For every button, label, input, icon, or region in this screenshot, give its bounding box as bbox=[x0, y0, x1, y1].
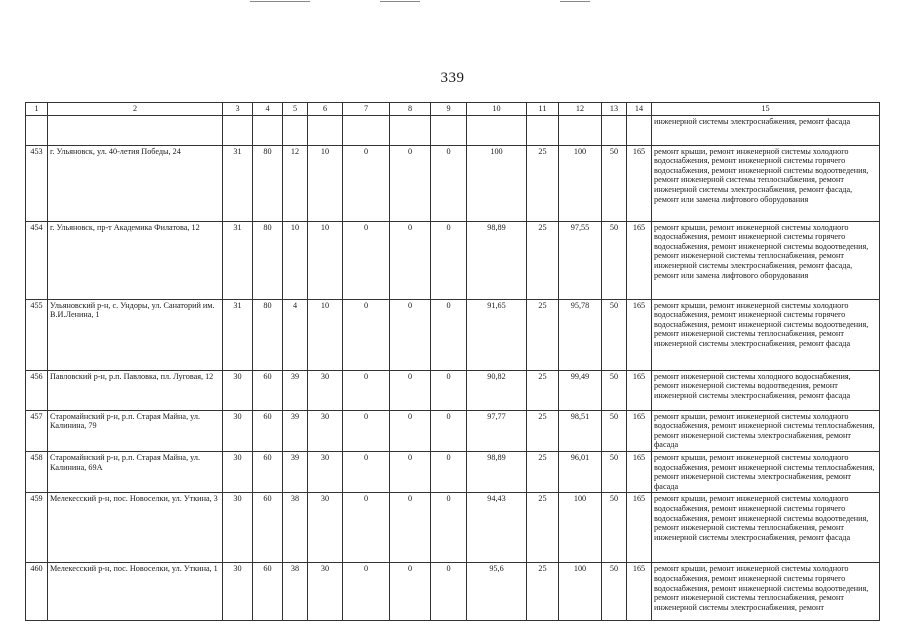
col14-cell: 165 bbox=[627, 370, 652, 410]
col5-cell: 10 bbox=[283, 221, 308, 299]
col3-cell: 31 bbox=[223, 299, 253, 370]
col11-cell: 25 bbox=[527, 451, 559, 492]
col7-cell: 0 bbox=[343, 451, 390, 492]
col8-cell: 0 bbox=[390, 563, 431, 621]
works-cell: ремонт крыши, ремонт инженерной системы холодного водоснабжения, ремонт инженерной системы горячего водоснабжения, ремонт инженерной системы водоотведения, ремонт инженерной системы теплоснабжения, ремонт инженерной системы электроснабжения, ремонт фасада bbox=[652, 493, 880, 563]
column-number-2: 2 bbox=[48, 103, 223, 116]
col11-cell: 25 bbox=[527, 563, 559, 621]
col3-cell: 30 bbox=[223, 493, 253, 563]
col12-cell: 99,49 bbox=[559, 370, 602, 410]
scan-artifact-top bbox=[380, 1, 420, 2]
col10-cell: 95,6 bbox=[467, 563, 527, 621]
col14-cell: 165 bbox=[627, 221, 652, 299]
column-number-14: 14 bbox=[627, 103, 652, 116]
works-cell: ремонт крыши, ремонт инженерной системы холодного водоснабжения, ремонт инженерной системы горячего водоснабжения, ремонт инженерной системы водоотведения, ремонт инженерной системы теплоснабжения, ремонт инженерной системы электроснабжения, ремонт фасада bbox=[652, 299, 880, 370]
col4-cell: 80 bbox=[253, 145, 283, 221]
col11-cell: 25 bbox=[527, 145, 559, 221]
continuation-row bbox=[26, 115, 880, 145]
column-number-row bbox=[26, 103, 880, 116]
column-number-4: 4 bbox=[253, 103, 283, 116]
col12-cell: 100 bbox=[559, 493, 602, 563]
col11-cell: 25 bbox=[527, 299, 559, 370]
col12-cell: 97,55 bbox=[559, 221, 602, 299]
col6-cell: 30 bbox=[308, 563, 343, 621]
works-cell: ремонт крыши, ремонт инженерной системы холодного водоснабжения, ремонт инженерной системы теплоснабжения, ремонт инженерной системы электроснабжения, ремонт фасада bbox=[652, 451, 880, 492]
table-row bbox=[26, 299, 880, 370]
col7-cell: 0 bbox=[343, 221, 390, 299]
col11-cell: 25 bbox=[527, 221, 559, 299]
row-number: 454 bbox=[26, 221, 48, 299]
works-cell: инженерной системы электроснабжения, ремонт фасада bbox=[652, 115, 880, 145]
works-cell: ремонт крыши, ремонт инженерной системы холодного водоснабжения, ремонт инженерной системы теплоснабжения, ремонт инженерной системы электроснабжения, ремонт фасада bbox=[652, 410, 880, 451]
col5-cell: 39 bbox=[283, 370, 308, 410]
address-cell: Мелекесский р-н, пос. Новоселки, ул. Уткина, 3 bbox=[48, 493, 223, 563]
col9-cell: 0 bbox=[431, 299, 467, 370]
col6-cell: 30 bbox=[308, 451, 343, 492]
col12-cell: 98,51 bbox=[559, 410, 602, 451]
col4-cell: 80 bbox=[253, 221, 283, 299]
col5-cell: 4 bbox=[283, 299, 308, 370]
col8-cell: 0 bbox=[390, 493, 431, 563]
col13-cell: 50 bbox=[602, 563, 627, 621]
row-number: 456 bbox=[26, 370, 48, 410]
table-row bbox=[26, 410, 880, 451]
col3-cell: 30 bbox=[223, 410, 253, 451]
col9-cell: 0 bbox=[431, 493, 467, 563]
col14-cell: 165 bbox=[627, 299, 652, 370]
col10-cell: 100 bbox=[467, 145, 527, 221]
col9-cell: 0 bbox=[431, 370, 467, 410]
col12-cell: 100 bbox=[559, 145, 602, 221]
col3-cell: 31 bbox=[223, 221, 253, 299]
col13-cell: 50 bbox=[602, 221, 627, 299]
col6-cell: 10 bbox=[308, 221, 343, 299]
col7-cell: 0 bbox=[343, 493, 390, 563]
col9-cell: 0 bbox=[431, 451, 467, 492]
scan-artifact-top bbox=[560, 1, 590, 2]
table-row bbox=[26, 145, 880, 221]
col11-cell: 25 bbox=[527, 410, 559, 451]
row-number: 460 bbox=[26, 563, 48, 621]
row-number: 455 bbox=[26, 299, 48, 370]
col14-cell: 165 bbox=[627, 493, 652, 563]
col3-cell: 30 bbox=[223, 370, 253, 410]
col6-cell: 10 bbox=[308, 299, 343, 370]
table-row bbox=[26, 451, 880, 492]
page-number: 339 bbox=[440, 70, 465, 86]
table-row bbox=[26, 493, 880, 563]
address-cell: г. Ульяновск, пр-т Академика Филатова, 12 bbox=[48, 221, 223, 299]
col6-cell: 30 bbox=[308, 370, 343, 410]
col10-cell: 90,82 bbox=[467, 370, 527, 410]
col3-cell: 30 bbox=[223, 451, 253, 492]
col8-cell: 0 bbox=[390, 145, 431, 221]
col11-cell: 25 bbox=[527, 493, 559, 563]
col3-cell: 30 bbox=[223, 563, 253, 621]
col4-cell: 60 bbox=[253, 370, 283, 410]
col13-cell: 50 bbox=[602, 299, 627, 370]
col11-cell: 25 bbox=[527, 370, 559, 410]
col10-cell: 91,65 bbox=[467, 299, 527, 370]
col7-cell: 0 bbox=[343, 563, 390, 621]
col8-cell: 0 bbox=[390, 410, 431, 451]
table-row bbox=[26, 221, 880, 299]
address-cell: Ульяновский р-н, с. Ундоры, ул. Санаторий им. В.И.Ленина, 1 bbox=[48, 299, 223, 370]
col6-cell: 10 bbox=[308, 145, 343, 221]
scan-artifact-top bbox=[250, 1, 310, 2]
table-row bbox=[26, 370, 880, 410]
col4-cell: 60 bbox=[253, 451, 283, 492]
column-number-12: 12 bbox=[559, 103, 602, 116]
col13-cell: 50 bbox=[602, 370, 627, 410]
col6-cell: 30 bbox=[308, 493, 343, 563]
col14-cell: 165 bbox=[627, 145, 652, 221]
col3-cell: 31 bbox=[223, 145, 253, 221]
col10-cell: 98,89 bbox=[467, 451, 527, 492]
col8-cell: 0 bbox=[390, 299, 431, 370]
col7-cell: 0 bbox=[343, 145, 390, 221]
column-number-8: 8 bbox=[390, 103, 431, 116]
col14-cell: 165 bbox=[627, 410, 652, 451]
col10-cell: 97,77 bbox=[467, 410, 527, 451]
col5-cell: 39 bbox=[283, 451, 308, 492]
address-cell: Павловский р-н, р.п. Павловка, пл. Луговая, 12 bbox=[48, 370, 223, 410]
col12-cell: 96,01 bbox=[559, 451, 602, 492]
row-number: 459 bbox=[26, 493, 48, 563]
column-number-7: 7 bbox=[343, 103, 390, 116]
column-number-15: 15 bbox=[652, 103, 880, 116]
col13-cell: 50 bbox=[602, 451, 627, 492]
col10-cell: 94,43 bbox=[467, 493, 527, 563]
address-cell: Старомайнский р-н, р.п. Старая Майна, ул. Калинина, 69А bbox=[48, 451, 223, 492]
col7-cell: 0 bbox=[343, 299, 390, 370]
col5-cell: 38 bbox=[283, 493, 308, 563]
row-number: 458 bbox=[26, 451, 48, 492]
col13-cell: 50 bbox=[602, 145, 627, 221]
col8-cell: 0 bbox=[390, 451, 431, 492]
row-number: 457 bbox=[26, 410, 48, 451]
col8-cell: 0 bbox=[390, 370, 431, 410]
col10-cell: 98,89 bbox=[467, 221, 527, 299]
table-row bbox=[26, 563, 880, 621]
col12-cell: 100 bbox=[559, 563, 602, 621]
address-cell: Старомайнский р-н, р.п. Старая Майна, ул. Калинина, 79 bbox=[48, 410, 223, 451]
col13-cell: 50 bbox=[602, 410, 627, 451]
col5-cell: 39 bbox=[283, 410, 308, 451]
address-cell: Мелекесский р-н, пос. Новоселки, ул. Уткина, 1 bbox=[48, 563, 223, 621]
col6-cell: 30 bbox=[308, 410, 343, 451]
col4-cell: 60 bbox=[253, 410, 283, 451]
column-number-6: 6 bbox=[308, 103, 343, 116]
col7-cell: 0 bbox=[343, 370, 390, 410]
col8-cell: 0 bbox=[390, 221, 431, 299]
col7-cell: 0 bbox=[343, 410, 390, 451]
works-cell: ремонт крыши, ремонт инженерной системы холодного водоснабжения, ремонт инженерной системы горячего водоснабжения, ремонт инженерной системы водоотведения, ремонт инженерной системы теплоснабжения, ремонт инженерной системы электроснабжения, ремонт bbox=[652, 563, 880, 621]
col4-cell: 60 bbox=[253, 493, 283, 563]
column-number-9: 9 bbox=[431, 103, 467, 116]
row-number: 453 bbox=[26, 145, 48, 221]
address-cell: г. Ульяновск, ул. 40-летия Победы, 24 bbox=[48, 145, 223, 221]
column-number-1: 1 bbox=[26, 103, 48, 116]
column-number-11: 11 bbox=[527, 103, 559, 116]
repair-schedule-table bbox=[25, 102, 880, 621]
column-number-13: 13 bbox=[602, 103, 627, 116]
col9-cell: 0 bbox=[431, 563, 467, 621]
col13-cell: 50 bbox=[602, 493, 627, 563]
col4-cell: 60 bbox=[253, 563, 283, 621]
works-cell: ремонт крыши, ремонт инженерной системы холодного водоснабжения, ремонт инженерной системы горячего водоснабжения, ремонт инженерной системы водоотведения, ремонт инженерной системы теплоснабжения, ремонт инженерной системы электроснабжения, ремонт фасада, ремонт или замена лифтового оборудования bbox=[652, 145, 880, 221]
column-number-3: 3 bbox=[223, 103, 253, 116]
col14-cell: 165 bbox=[627, 451, 652, 492]
works-cell: ремонт крыши, ремонт инженерной системы холодного водоснабжения, ремонт инженерной системы горячего водоснабжения, ремонт инженерной системы водоотведения, ремонт инженерной системы теплоснабжения, ремонт инженерной системы электроснабжения, ремонт фасада, ремонт или замена лифтового оборудования bbox=[652, 221, 880, 299]
col5-cell: 12 bbox=[283, 145, 308, 221]
col4-cell: 80 bbox=[253, 299, 283, 370]
col9-cell: 0 bbox=[431, 221, 467, 299]
column-number-5: 5 bbox=[283, 103, 308, 116]
column-number-10: 10 bbox=[467, 103, 527, 116]
col5-cell: 38 bbox=[283, 563, 308, 621]
col9-cell: 0 bbox=[431, 145, 467, 221]
works-cell: ремонт инженерной системы холодного водоснабжения, ремонт инженерной системы водоотведения, ремонт инженерной системы электроснабжения, ремонт фасада bbox=[652, 370, 880, 410]
col9-cell: 0 bbox=[431, 410, 467, 451]
col12-cell: 95,78 bbox=[559, 299, 602, 370]
col14-cell: 165 bbox=[627, 563, 652, 621]
